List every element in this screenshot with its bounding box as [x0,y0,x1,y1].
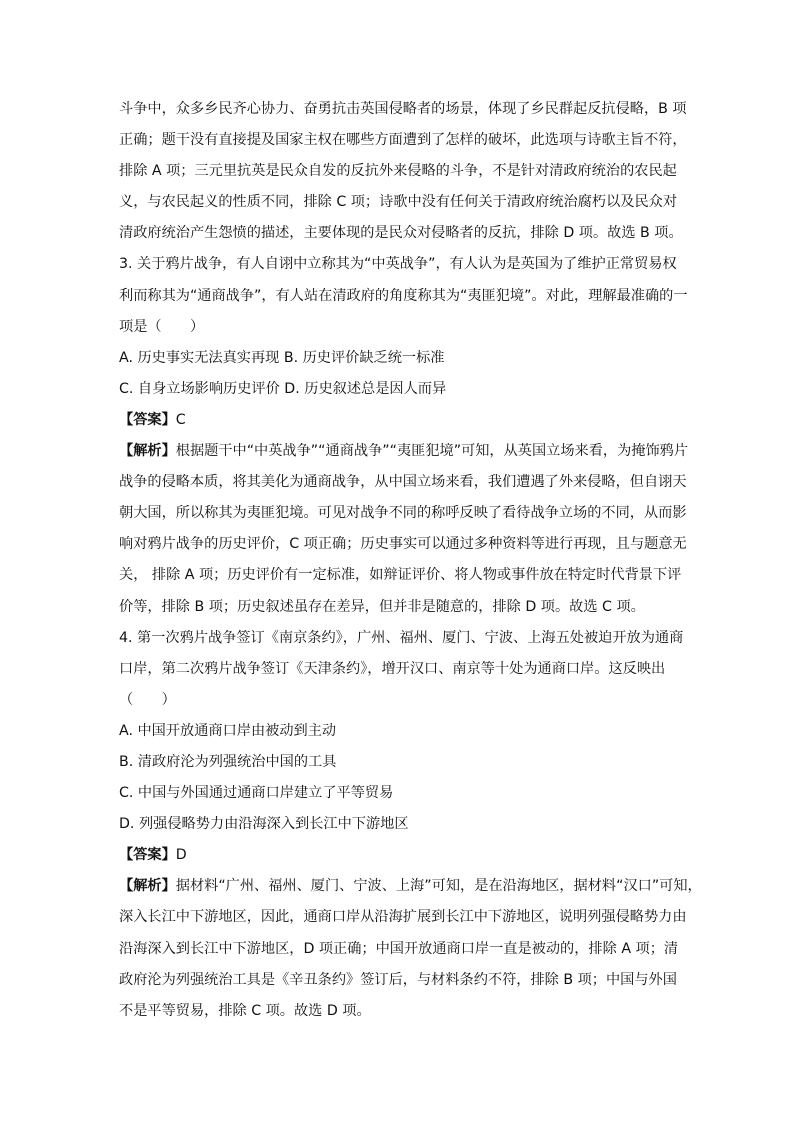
prev-analysis-line-2: 正确；题干没有直接提及国家主权在哪些方面遭到了怎样的破坏，此选项与诗歌主旨不符， [119,132,687,149]
prev-analysis-line-1: 斗争中，众多乡民齐心协力、奋勇抗击英国侵略者的场景，体现了乡民群起反抗侵略，B 项 [119,101,687,117]
analysis-text: 根据题干中“中英战争”“通商战争”“夷匪犯境”可知，从英国立场来看，为掩饰鸦片 [175,443,689,460]
question-4-analysis-line-5: 不是平等贸易，排除 C 项。故选 D 项。 [119,1002,371,1019]
prev-analysis-line-5: 清政府统治产生怨愤的描述，主要体现的是民众对侵略者的反抗，排除 D 项。故选 B 项。 [119,225,683,242]
question-4-stem-line-2: 口岸，第二次鸦片战争签订《天津条约》，增开汉口、南京等十处为通商口岸。这反映出 [119,660,666,677]
prev-analysis-line-3: 排除 A 项；三元里抗英是民众自发的反抗外来侵略的斗争，不是针对清政府统治的农民起 [119,163,677,180]
question-3-analysis-line-6: 价等，排除 B 项；历史叙述虽存在差异，但并非是随意的，排除 D 项。故选 C 项。 [119,598,645,615]
answer-label: 【答案】 [119,411,176,428]
question-3-stem-line-1: 3. 关于鸦片战争，有人自诩中立称其为“中英战争”，有人认为是英国为了维护正常贸易权 [119,256,677,273]
question-4-analysis-line-1 [119,871,702,902]
question-3-analysis-line-5: 关， 排除 A 项；历史评价有一定标准，如辩证评价、将人物或事件放在特定时代背景下评 [119,567,682,584]
question-3-options-cd: C. 自身立场影响历史评价 D. 历史叙述总是因人而异 [119,380,447,397]
analysis-text: 据材料“广州、福州、厦门、宁波、上海”可知，是在沿海地区，据材料“汉口”可知， [175,878,702,895]
question-3-answer [119,405,683,436]
answer-value: D [175,847,187,864]
question-3-stem-line-3: 项是（ ） [119,318,205,335]
question-3-analysis-line-2: 战争的侵略本质，将其美化为通商战争，从中国立场来看，我们遭遇了外来侵略，但自诩天 [119,474,687,491]
question-3-analysis-line-1 [119,436,689,467]
question-4-option-d: D. 列强侵略势力由沿海深入到长江中下游地区 [119,816,409,833]
prev-analysis-line-4: 义，与农民起义的性质不同，排除 C 项；诗歌中没有任何关于清政府统治腐朽以及民众对 [119,194,678,211]
question-3-stem-line-2: 利而称其为“通商战争”，有人站在清政府的角度称其为“夷匪犯境”。对此，理解最准确的一 [119,287,688,304]
analysis-label: 【解析】 [119,443,176,460]
question-4-stem-line-1: 4. 第一次鸦片战争签订《南京条约》，广州、福州、厦门、宁波、上海五处被迫开放为通商 [119,629,684,646]
question-4-option-a: A. 中国开放通商口岸由被动到主动 [119,722,337,739]
question-3-analysis-line-4: 响对鸦片战争的历史评价，C 项正确；历史事实可以通过多种资料等进行再现，且与题意无 [119,536,687,553]
question-4-analysis-line-4: 政府沦为列强统治工具是《辛丑条约》签订后，与材料条约不符，排除 B 项；中国与外国 [119,971,677,988]
question-4-stem-line-3: （ ） [119,691,176,708]
question-4-option-b: B. 清政府沦为列强统治中国的工具 [119,753,337,770]
document-body [119,94,702,1027]
answer-value: C [175,411,186,428]
answer-label: 【答案】 [119,847,176,864]
question-4-answer [119,840,683,871]
analysis-label: 【解析】 [119,878,176,895]
question-3-options-ab: A. 历史事实无法真实再现 B. 历史评价缺乏统一标准 [119,349,445,366]
question-3-analysis-line-3: 朝大国，所以称其为夷匪犯境。可见对战争不同的称呼反映了看待战争立场的不同，从而影 [119,505,687,522]
question-4-analysis-line-2: 深入长江中下游地区，因此，通商口岸从沿海扩展到长江中下游地区，说明列强侵略势力由 [119,909,687,926]
question-4-analysis-line-3: 沿海深入到长江中下游地区，D 项正确；中国开放通商口岸一直是被动的，排除 A 项；清 [119,940,679,957]
question-4-option-c: C. 中国与外国通过通商口岸建立了平等贸易 [119,785,394,802]
